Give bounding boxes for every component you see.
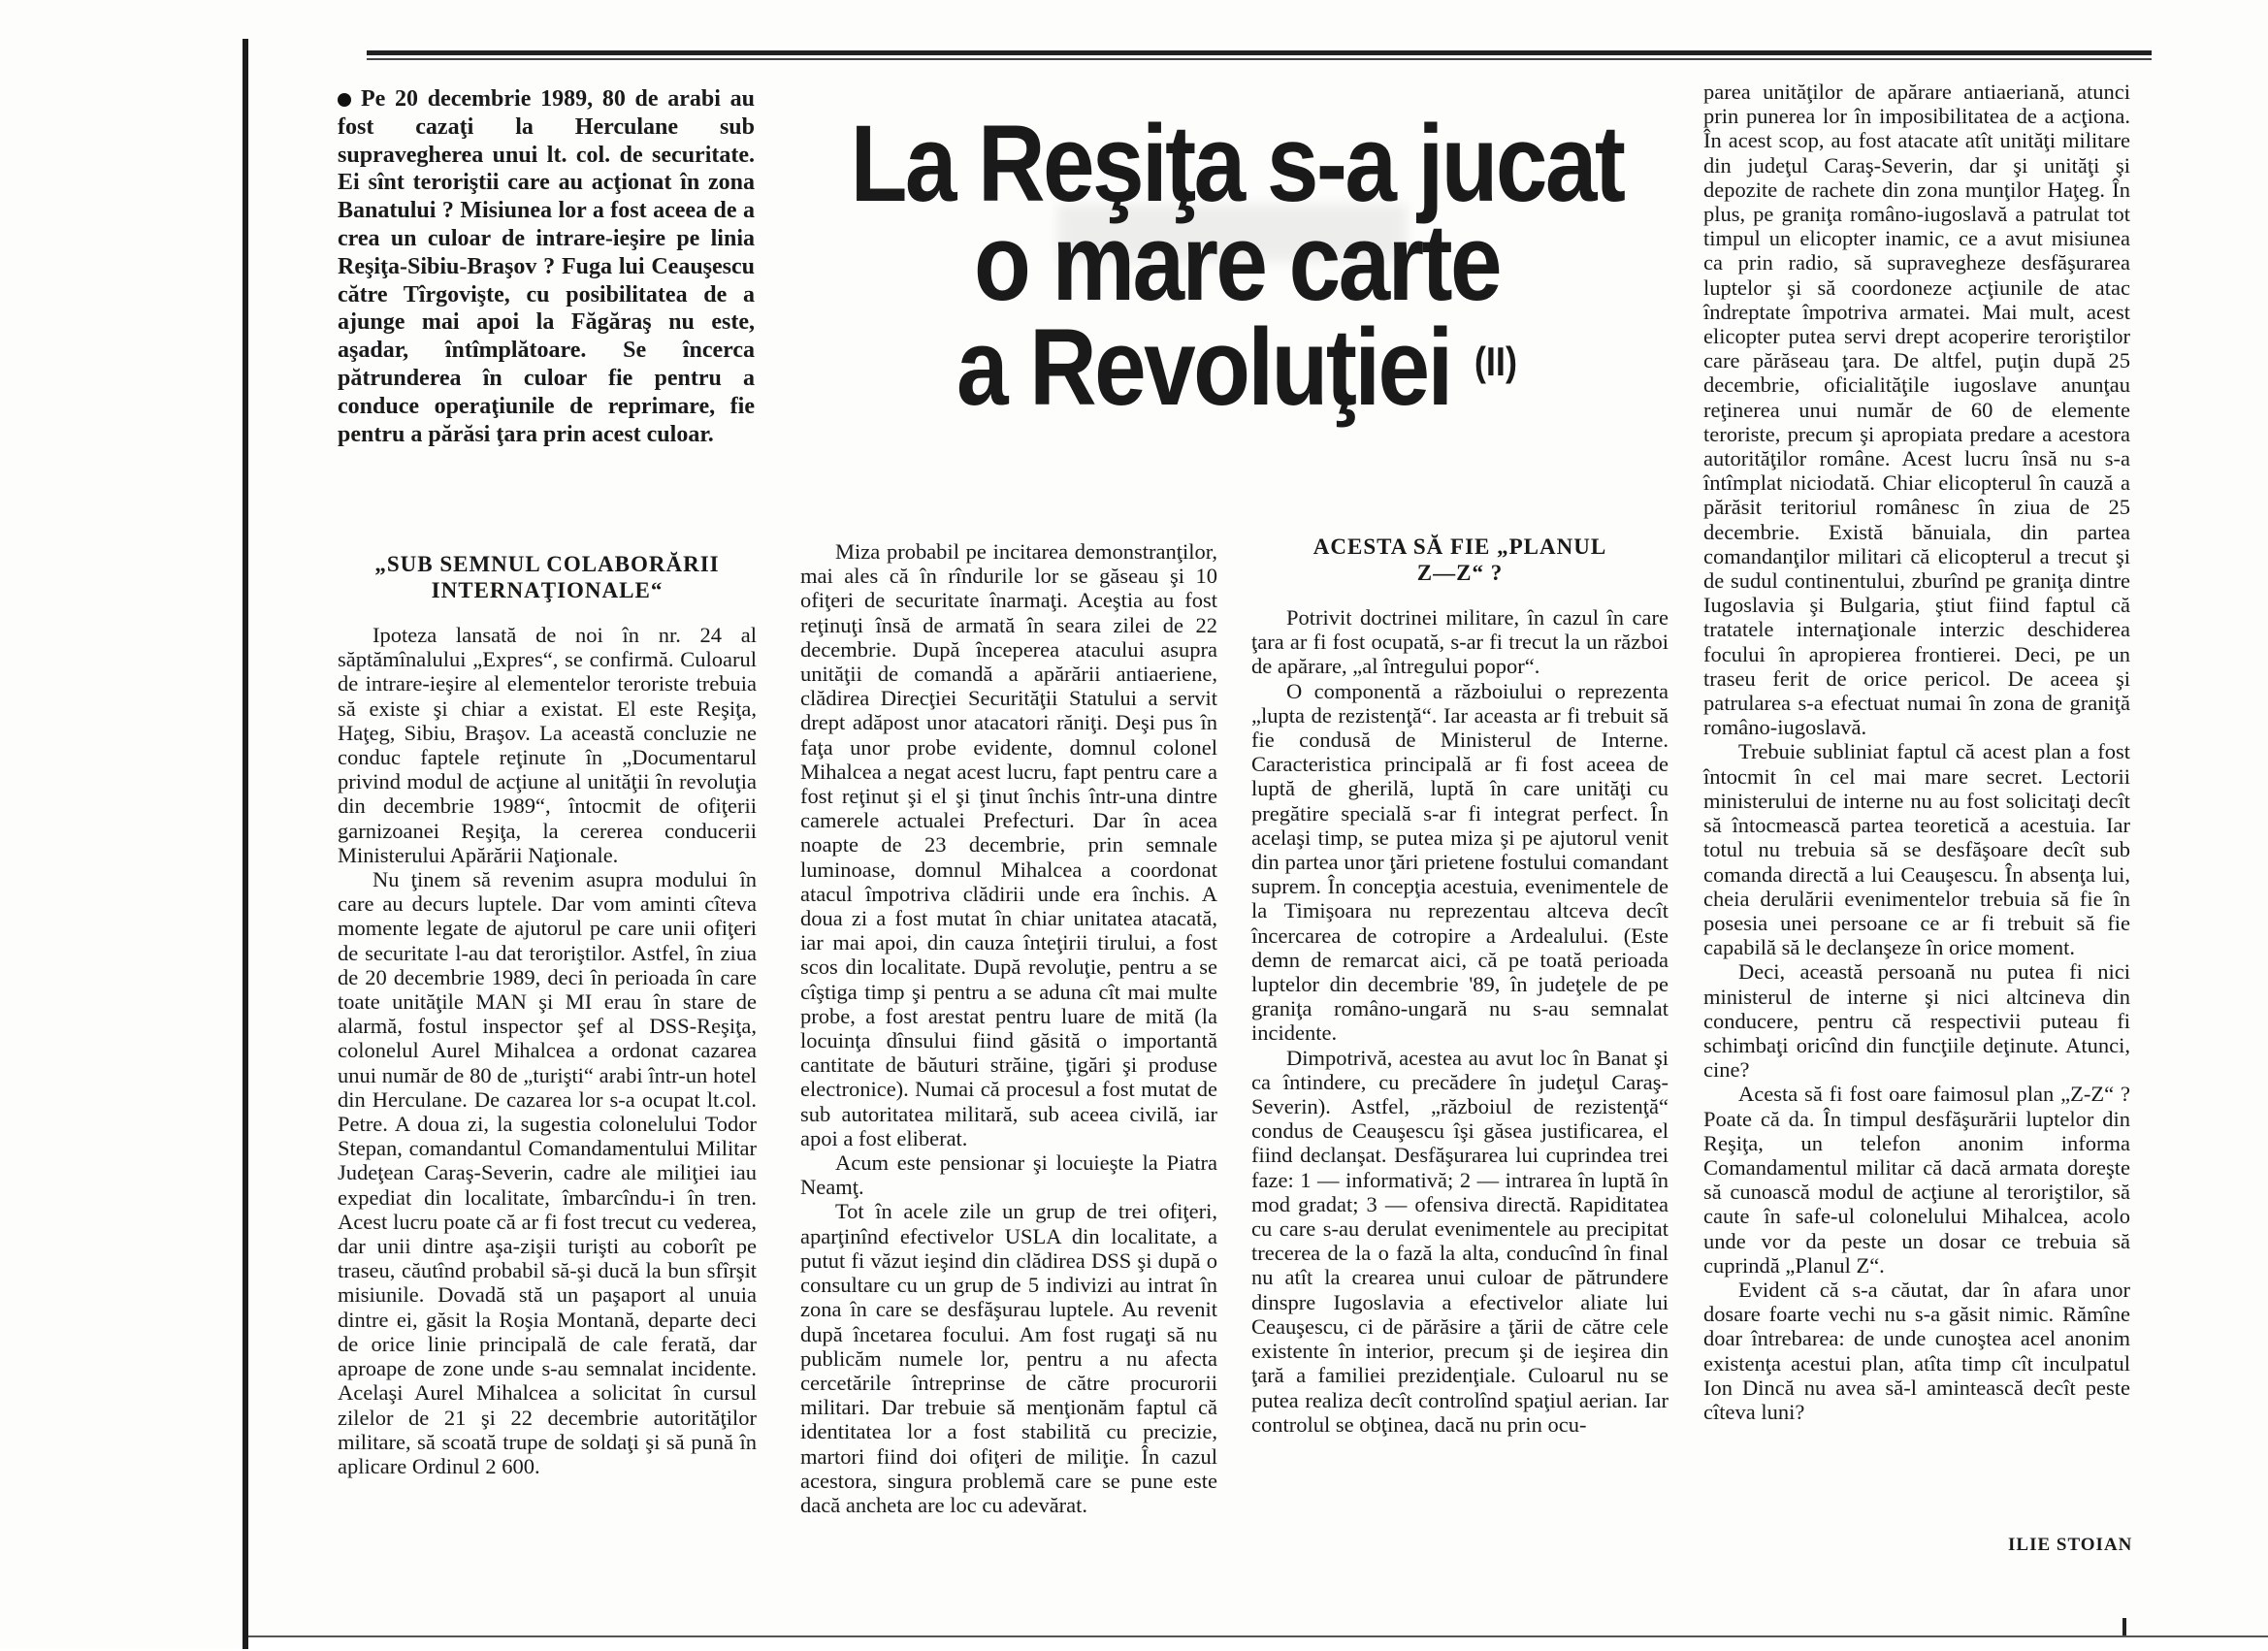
headline-part-number: (II) [1474,339,1517,384]
bullet-icon [338,93,351,107]
column-1-subheading-line-2: INTERNAŢIONALE“ [431,578,664,602]
column-4-paragraph-2: Trebuie subliniat faptul că acest plan a fost întocmit în cel mai mare secret. Lectorii ministerului de interne nu au fost solicitaţi decît să întocmească partea teoretică a acestuia. Iar totul nu trebuia să se desfăşoare decît sub comanda directă a lui Ceauşescu. În absenţa lui, cheia derulării evenimentelor trebuia să fie în posesia unei persoane ce ar fi trebuit să fie capabilă să le declanşeze în orice moment. [1703,739,2130,960]
author-signature: ILIE STOIAN [2008,1535,2133,1555]
column-3-paragraph-1: Potrivit doctrinei militare, în cazul în care ţara ar fi fost ocupată, s-ar fi trecut la un război de apărare, „al întregului popor“. [1251,605,1669,679]
article-headline [849,103,1625,428]
column-3-subheading-line-1: ACESTA SĂ FIE „PLANUL [1312,534,1607,559]
column-3-subheading-line-2: Z—Z“ ? [1416,561,1504,585]
column-1-paragraph-1: Ipoteza lansată de noi în nr. 24 al săptămînalului „Expres“, se confirmă. Culoarul de intrare-ieşire al elementelor teroriste trebuia să existe şi chiar a existat. El este Reşiţa, Haţeg, Sibiu, Braşov. La această concluzie ne conduc faptele reţinute în „Documentarul privind modul de acţiune al unităţii în revoluţia din decembrie 1989“, întocmit de ofiţerii garnizoanei Reşiţa, la cererea conducerii Ministerului Apărării Naţionale. [338,623,757,867]
column-4-paragraph-3: Deci, această persoană nu putea fi nici ministerul de interne şi nici altcineva din conducere, pentru că respectivii puteau fi schimbaţi oricînd din funcţiile deţinute. Atunci, cine? [1703,959,2130,1083]
headline-line-3-text: a Revoluţiei [956,307,1451,428]
column-3-paragraph-3: Dimpotrivă, acestea au avut loc în Banat şi ca întindere, cu precădere în judeţul Caraş-Severin). Astfel, „războiul de rezistenţă“ condus de Ceauşescu îşi găsea justificarea, el fiind declanşat. Desfăşurarea lui cuprindea trei faze: 1 — informativă; 2 — intrarea în luptă în mod gradat; 3 — ofensiva directă. Rapiditatea cu care s-au derulat evenimentele au precipitat trecerea de la o fază la alta, conducînd în final nu atît la crearea unui culoar de pătrundere dinspre Iugoslavia a efectivelor aliate lui Ceauşescu, ci de părăsire a ţării de către cele existente în interior, precum şi de ieşirea din ţară a familiei prezidenţiale. Culoarul nu se putea realiza decît controlînd spaţiul aerian. Iar controlul se obţinea, dacă nu prin ocu- [1251,1045,1669,1437]
column-2-paragraph-3: Tot în acele zile un grup de trei ofiţeri, aparţinînd efectivelor USLA din localitate, a putut fi văzut ieşind din clădirea DSS şi după o consultare cu un grup de 5 indivizi au intrat în zona în care se desfăşurau luptele. Au revenit după încetarea focului. Am fost rugaţi să nu publicăm numele lor, pentru a nu afecta cercetările întreprinse de către procurorii militari. Dar trebuie să menţionăm faptul că identitatea lor a fost stabilită cu precizie, martori fiind doi ofiţeri de miliţie. În cazul acestora, singura problemă care se pune este dacă ancheta are loc cu adevărat. [800,1199,1217,1517]
page-left-edge [243,39,248,1649]
top-rule-thin [367,58,2152,60]
column-1 [338,551,757,1478]
column-3-subheading [1251,534,1669,586]
column-1-subheading [338,551,757,603]
column-4-paragraph-4: Acesta să fi fost oare faimosul plan „Z-Z“ ? Poate că da. În timpul desfăşurării luptelor din Reşiţa, un telefon anonim informa Comandamentul militar că dacă armata doreşte să cunoască modul de acţiune al teroriştilor, să caute în safe-ul colonelului Mihalcea, acolo unde vor da peste un dosar ce trebuia să cuprindă „Planul Z“. [1703,1082,2130,1278]
column-2 [800,539,1217,1517]
column-1-subheading-line-1: „SUB SEMNUL COLABORĂRII [374,552,720,576]
column-3-paragraph-2: O componentă a războiului o reprezenta „lupta de rezistenţă“. Iar aceasta ar fi trebuit să fie condusă de Ministerul de Interne. Caracteristica principală ar fi fost aceea de luptă de gherilă, luptă în care unităţi cu pregătire specială s-ar fi integrat perfect. În acelaşi timp, se putea miza şi pe ajutorul venit din partea unor ţări prietene fostului comandant suprem. În concepţia acestuia, evenimentele de la Timişoara nu reprezentau altceva decît încercarea de cotropire a Ardealului. (Este demn de remarcat aici, că pe toată perioada luptelor din decembrie '89, în judeţele de pe graniţa româno-ungară nu s-au semnalat incidente. [1251,678,1669,1046]
lead-paragraph [338,85,755,448]
column-2-paragraph-1: Miza probabil pe incitarea demonstranţilor, mai ales că în rîndurile lor se găseau şi 10 ofiţeri de securitate înarmaţi. Aceştia au fost reţinuţi însă de armată în seara zilei de 22 decembrie. După începerea atacului asupra unităţii de comandă a apărării antiaeriene, clădirea Direcţiei Securităţii Statului a servit drept adăpost unor atacatori răniţi. Deşi pus în faţa unor probe evidente, domnul colonel Mihalcea a negat acest lucru, fapt pentru care a fost reţinut şi el şi ţinut închis într-una dintre camerele actualei Prefecturi. Dar în acea noapte de 23 decembrie, prin semnale luminoase, domnul Mihalcea a coordonat atacul împotriva clădirii unde era închis. A doua zi a fost mutat în chiar unitatea atacată, iar mai apoi, din cauza înteţirii tirului, a fost scos din localitate. După revoluţie, pentru a se cîştiga timp şi pentru a se aduna cît mai multe probe, a fost arestat pentru luare de mită (la locuinţa dînsului fiind găsită o importantă cantitate de băuturi străine, ţigări şi produse electronice). Numai că procesul a fost mutat de sub autoritatea militară, sub aceea civilă, iar apoi a fost eliberat. [800,539,1217,1150]
headline-line-1: La Reşiţa s-a jucat [850,103,1624,224]
column-4-paragraph-1: parea unităţilor de apărare antiaeriană, atunci prin punerea lor în imposibilitatea de a acţiona. În acest scop, au fost atacate atît unităţi militare din judeţul Caraş-Severin, dar şi unităţi şi depozite de rachete din zona munţilor Haţeg. În plus, pe graniţa româno-iugoslavă a patrulat tot timpul un elicopter inamic, ce a avut misiunea ca prin radio, să supravegheze desfăşurarea luptelor şi să coordoneze acţiunile de atac îndreptate împotriva armatei. Mai mult, acest elicopter putea servi drept acoperire teroriştilor care părăseau ţara. De altfel, puţin după 25 decembrie, oficialităţile iugoslave anunţau reţinerea unui număr de 60 de elemente teroriste, precum şi apropiata predare a acestora autorităţilor române. Acest lucru însă nu s-a întîmplat niciodată. Chiar elicopterul în cauză a părăsit teritoriul românesc în ziua de 25 decembrie. Există bănuiala, din partea comandanţilor militari că elicopterul a trecut şi de sudul continentului, zburînd pe graniţa dintre Iugoslavia şi Bulgaria, ştiut fiind faptul că tratatele internaţionale interzic deschiderea focului în apropierea frontierei. Deci, pe un traseu ferit de orice pericol. De aceea şi patrularea s-a efectuat numai în zona de graniţă româno-iugoslavă. [1703,80,2130,740]
headline-line-3 [849,307,1625,428]
headline-line-2: o mare carte [974,202,1500,323]
top-rule [367,50,2152,55]
lead-text: Pe 20 decembrie 1989, 80 de arabi au fost cazaţi la Herculane sub supravegherea unui lt. col. de securitate. Ei sînt teroriştii care au acţionat în zona Banatului ? Misiunea lor a fost aceea de a crea un culoar de intrare-ieşire pe linia Reşiţa-Sibiu-Braşov ? Fuga lui Ceauşescu către Tîrgovişte, cu posibilitatea de a ajunge mai apoi la Făgăraş nu este, aşadar, întîmplătoare. Se încerca pătrunderea în culoar fie pentru a conduce operaţiunile de reprimare, fie pentru a părăsi ţara prin acest culoar. [338,86,755,447]
column-2-paragraph-2: Acum este pensionar şi locuieşte la Piatra Neamţ. [800,1150,1217,1200]
column-1-paragraph-2: Nu ţinem să revenim asupra modului în care au decurs luptele. Dar vom aminti cîteva momente legate de ajutorul pe care unii ofiţeri de securitate l-au dat teroriştilor. Astfel, în ziua de 20 decembrie 1989, deci în perioada în care toate unităţile MAN şi MI erau în stare de alarmă, fostul inspector şef al DSS-Reşiţa, colonelul Aurel Mihalcea a ordonat cazarea unui număr de 80 de „turişti“ arabi într-un hotel din Herculane. De cazarea lor s-a ocupat lt.col. Petre. A doua zi, la sugestia colonelului Todor Stepan, comandantul Comandamentului Militar Judeţean Caraş-Severin, cadre ale miliţiei iau expediat din localitate, îmbarcîndu-i în tren. Acest lucru poate că ar fi fost trecut cu vederea, dar unii dintre aşa-zişii turişti au coborît pe traseu, căutînd probabil să-şi ducă la bun sfîrşit misiunile. Dovadă stă un paşaport al unuia dintre ei, găsit la Roşia Montană, departe deci de orice linie principală de cale ferată, dar aproape de zone unde s-au semnalat incidente. Acelaşi Aurel Mihalcea a solicitat în cursul zilelor de 21 şi 22 decembrie autorităţilor militare, să scoată trupe de soldaţi şi să pună în aplicare Ordinul 2 600. [338,867,757,1478]
column-3 [1251,534,1669,1437]
column-4-paragraph-5: Evident că s-a căutat, dar în afara unor dosare foarte vechi nu s-a găsit nimic. Rămîne doar întrebarea: de unde cunoştea acel anonim existenţa acestui plan, atîta timp cît inculpatul Ion Dincă nu avea să-l amintească decît peste cîteva luni? [1703,1277,2130,1424]
column-4 [1703,80,2130,1424]
